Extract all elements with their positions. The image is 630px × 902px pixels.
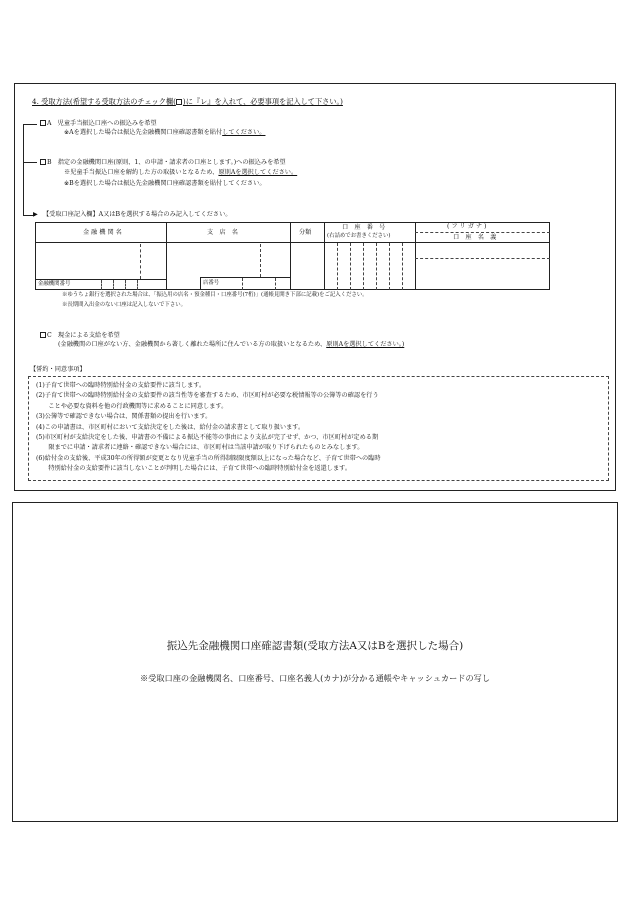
pledge-item: 限までに申請・請求者に連絡・確認できない場合には、市区町村は当該申請が取り下げられたものとみなします。 (36, 444, 364, 452)
option-b-note1: ※児童手当振込口座を解約した方の取扱いとなるため、原則Aを選択してください。 (64, 169, 298, 176)
col-type: 分類 (299, 229, 312, 236)
section4-heading: 4. 受取方法(希望する受取方法のチェック欄( )に『レ』を入れて、必要事項を記入して下さい。) (32, 97, 343, 106)
option-c[interactable]: C 現金による支給を希望 (40, 332, 120, 339)
col-account-holder: 口 座 名 義 (453, 234, 497, 241)
checkbox-sample-icon (176, 99, 182, 105)
option-a-checkbox[interactable] (40, 120, 46, 126)
col-branch-name: 支 店 名 (207, 229, 238, 236)
arrow-icon: ▶ (33, 211, 38, 218)
col-bank-name: 金 融 機 関 名 (83, 229, 122, 236)
pledge-item: (5)市区町村が支給決定をした後、申請書の不備による振込不能等の事由により支払が完了せず、かつ、市区町村が定める期 (36, 434, 379, 441)
pledge-title: 【誓約・同意事項】 (30, 366, 86, 373)
pledge-item: (6)給付金の支給後、平成30年の所得額が変更となり児童手当の所得制限限度額以上になった場合など、子育て世帯への臨時 (36, 454, 381, 462)
yucho-note: ※ゆうちょ銀行を選択された場合は、「振込用の店名・預金種目・口座番号(7桁)」(通帳見開き下部に記載)をご記入ください。 (62, 292, 368, 298)
connector-b (23, 162, 37, 163)
pledge-item: (1)子育て世帯への臨時特別給付金の支給要件に該当します。 (36, 382, 206, 389)
account-form-title: 【受取口座記入欄】A又はBを選択する場合のみ記入してください。 (43, 211, 232, 218)
option-a[interactable]: A 児童手当振込口座への振込みを希望 (40, 120, 157, 127)
attachment-title: 振込先金融機関口座確認書類(受取方法A又はBを選択した場合) (166, 640, 464, 652)
pledge-item: ことや必要な資料を他の行政機関等に求めることに同意します。 (36, 402, 228, 410)
option-a-note: ※Aを選択した場合は振込先金融機関口座確認書類を貼付してください。 (64, 129, 266, 136)
attachment-area (12, 502, 618, 822)
col-kana: ( フ リ ガ ナ ) (447, 223, 487, 230)
col-account-number: 口 座 番 号 (342, 224, 386, 231)
longterm-note: ※長期間入出金のない口座は記入しないで下さい。 (62, 302, 186, 308)
option-c-note: (金融機関の口座がない方、金融機関から著しく離れた場所に住んでいる方の取扱いとなるため、原則Aを選択してください。) (58, 341, 405, 348)
col-account-note: (右詰めでお書きください) (327, 233, 391, 239)
pledge-item: (2)子育て世帯への臨時特別給付金の支給要件の該当性等を審査するため、市区町村が必要な税情報等の公簿等の確認を行う (36, 392, 379, 400)
bank-code-label: 金融機関番号 (38, 281, 71, 287)
option-b[interactable]: B 指定の金融機関口座(原則、1、の申請・請求者の口座とします。)への振込みを希望 (40, 159, 286, 166)
pledge-item: (3)公簿等で確認できない場合は、関係書類の提出を行います。 (36, 413, 212, 421)
pledge-item: (4)この申請書は、市区町村において支給決定をした後は、給付金の請求書として取り扱います。 (36, 423, 305, 431)
account-form-table (35, 222, 550, 290)
option-connector-line (23, 124, 24, 215)
attachment-note: ※受取口座の金融機関名、口座番号、口座名義人(カナ)が分かる通帳やキャッシュカードの写し (139, 673, 491, 683)
option-b-note2: ※Bを選択した場合は振込先金融機関口座確認書類を貼付してください。 (64, 180, 266, 187)
option-b-checkbox[interactable] (40, 159, 46, 165)
branch-code-label: 店番号 (203, 280, 220, 286)
connector-a (23, 124, 37, 125)
pledge-item: 特別給付金の支給要件に該当しないことが判明した場合には、子育て世帯への臨時特別給付金を返還します。 (36, 465, 352, 473)
option-c-checkbox[interactable] (40, 332, 46, 338)
